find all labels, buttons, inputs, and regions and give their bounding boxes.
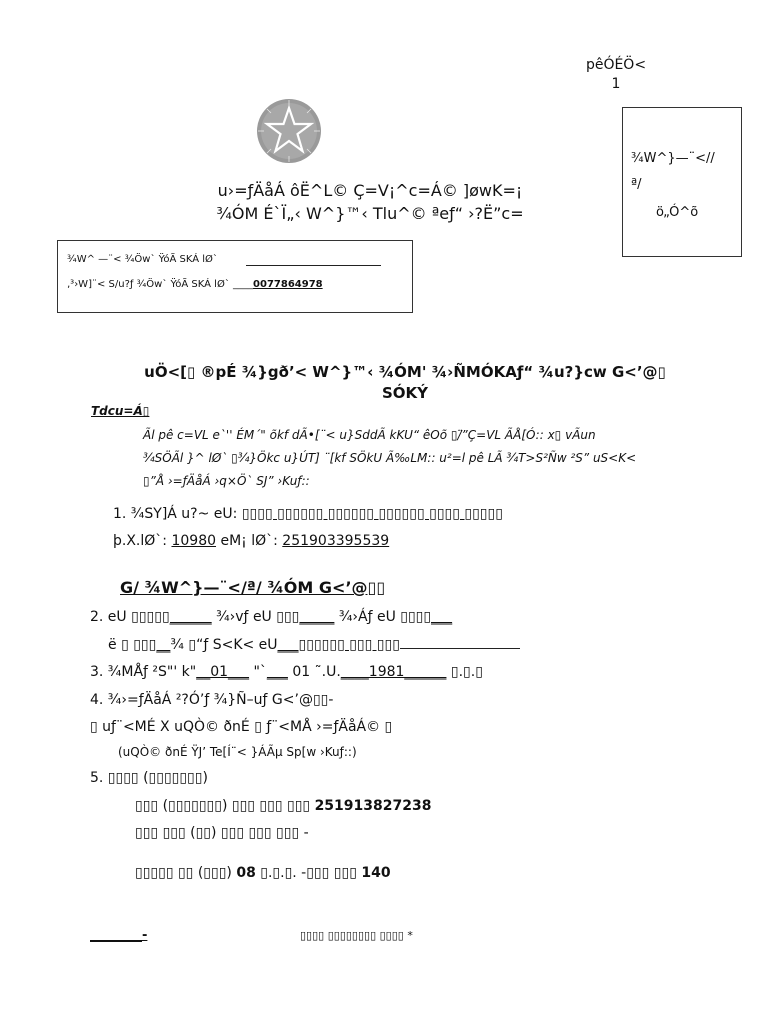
photo-box-line-1: ¾W^}—¨<// — [631, 151, 715, 166]
item-2b-label: ¾ ▯“ƒ S<K< eU — [170, 637, 278, 653]
grandfather-name-label: ¾›Áƒ eU — [334, 609, 401, 625]
reference-line-1-blank — [246, 265, 381, 266]
item-4-hint: (uQÒ© ðnÉ ŸJ’ Te[Í¨< }ÁÃµ Sp[w ›Kuƒ::) — [118, 745, 357, 759]
po-box-label: þ.X.lØ`: — [113, 533, 172, 549]
item-5-phone — [135, 798, 431, 814]
item-2b-value-1: ▯▯▯__ — [133, 637, 171, 653]
item-5-line-2: ▯▯▯ ▯▯▯ (▯▯) ▯▯▯ ▯▯▯ ▯▯▯ - — [135, 825, 309, 841]
item-5-phone-label: ▯▯▯ (▯▯▯▯▯▯▯) ▯▯▯ ▯▯▯ ▯▯▯ — [135, 798, 315, 814]
item-3-mid-1: "` — [249, 664, 267, 680]
form-title-line-2: SÓKÝ — [381, 384, 429, 402]
item-2-name — [90, 609, 452, 625]
photo-box — [622, 107, 742, 257]
section-title: G/ ¾W^}—¨</ª/ ¾ÓM G<’@▯▯ — [120, 578, 386, 597]
item-5-address-label: ▯▯▯▯▯ ▯▯ (▯▯▯) — [135, 865, 237, 881]
full-name-blank — [400, 647, 520, 649]
note-line-2: ¾SÖÃl }^ lØ` ▯¾}Ökc u}ÚT] ¨[kf SÖkU Ã‰LM:: u²=l pê LÃ ¾T>S²Ñw ²S” uS<K< — [143, 451, 637, 465]
item-3-suffix: ▯.▯.▯ — [446, 664, 483, 680]
item-2b-prefix: ë ▯ — [108, 637, 134, 653]
item-2-label: 2. eU — [90, 609, 132, 625]
phone-label: eM¡ lØ`: — [216, 533, 283, 549]
first-name-value: ▯▯▯▯▯______ — [131, 609, 212, 625]
header-subtitle: ¾ÓM É`Ï„‹ W^}™‹ Tlu^© ªeƒ“ ›?Ë”c= — [216, 204, 524, 223]
signature-line: ________- — [90, 928, 148, 943]
father-name-value: ▯▯▯_____ — [276, 609, 335, 625]
reference-line-1: ¾W^ —¨< ¾Öw` ŸóÃ SKÁ lØ` — [67, 254, 218, 265]
grandfather-name-value: ▯▯▯▯___ — [400, 609, 453, 625]
header-title: u›=ƒÄåÁ ôË^L© Ç=V¡^c=Á© ]øwK=¡ — [217, 181, 523, 200]
item-3-label: 3. ¾MÅƒ ²S"' k" — [90, 664, 197, 680]
phone-value: 251903395539 — [282, 533, 390, 549]
item-1-contact — [113, 533, 389, 549]
school-name-value: ▯▯▯▯ ▯▯▯▯▯▯ ▯▯▯▯▯▯ ▯▯▯▯▯▯ ▯▯▯▯ ▯▯▯▯▯ — [241, 506, 503, 522]
page-label-text: pêÓÉÖ< — [585, 57, 647, 73]
item-5-address-mid: ▯.▯.▯. -▯▯▯ ▯▯▯ — [255, 865, 362, 881]
note-line-1: Ãl pê c=VL e`'' ÉM´" õkf dÃ•[¨< u}SddÃ kKU“ êOõ ▯/̈”Ç=VL ÃÅ[Ó:: x▯ vÃun — [143, 428, 596, 442]
page-number-label — [578, 56, 654, 94]
item-4-options: ▯ uƒ¨<MÉ X uQÒ© ðnÉ ▯ ƒ¨<MÅ ›=ƒÄåÁ© ▯ — [90, 719, 393, 735]
item-5-phone-value: 251913827238 — [314, 798, 432, 814]
note-line-3: ▯”Å ›=ƒÄåÁ ›q×Ö` SJ” ›Kuƒ:: — [143, 474, 310, 488]
item-4-label: 4. ¾›=ƒÄåÁ ²?Ó’ƒ ¾}Ñ–uƒ G<’@▯▯- — [90, 692, 334, 708]
reference-line-2-label: ‚³›W]¨< S/u?ƒ ¾Öw` ŸóÃ SKÁ lØ` — [67, 279, 230, 290]
reference-line-2: ‚³›W]¨< S/u?ƒ ¾Öw` ŸóÃ SKÁ lØ` ____0077864978 — [67, 279, 323, 290]
po-box-value: 10980 — [171, 533, 217, 549]
reference-box — [57, 240, 413, 313]
item-3-mid-2: 01 ˜.U. — [287, 664, 341, 680]
item-5-address-value-2: 140 — [361, 865, 391, 881]
item-5-address — [135, 865, 391, 881]
item-5-label: 5. ▯▯▯▯ (▯▯▯▯▯▯▯) — [90, 770, 208, 786]
photo-box-line-3: ö„Ó^õ — [656, 205, 699, 220]
note-label: Tdcu=Á▯ — [91, 404, 150, 418]
footer-text: ▯▯▯▯ ▯▯▯▯▯▯▯▯ ▯▯▯▯ * — [300, 929, 413, 942]
father-name-label: ¾›vƒ eU — [211, 609, 277, 625]
item-3-birth-date — [90, 664, 483, 680]
form-title: uÖ<[▯ ®pÉ ¾}gð’< W^}™‹ ¾ÓM' ¾›ÑMÓKAƒ“ ¾u?}cw G<’@▯ — [144, 363, 666, 381]
reference-number: 0077864978 — [253, 279, 323, 290]
page-number: 1 — [611, 76, 621, 92]
photo-box-line-2: ª/ — [631, 177, 642, 192]
full-name-value: ___▯▯▯▯▯▯ ▯▯▯ ▯▯▯ — [277, 637, 400, 653]
birth-day-value: __01___ — [196, 664, 250, 680]
item-1-label: 1. ¾SY]Á u?~ eU: — [113, 506, 242, 522]
item-5-address-value-1: 08 — [236, 865, 256, 881]
birth-year-value: ____1981______ — [340, 664, 447, 680]
item-3-blank: ___ — [266, 664, 288, 680]
star-emblem-icon — [256, 98, 322, 164]
item-1-school — [113, 506, 503, 522]
item-2-full-name — [108, 637, 520, 653]
